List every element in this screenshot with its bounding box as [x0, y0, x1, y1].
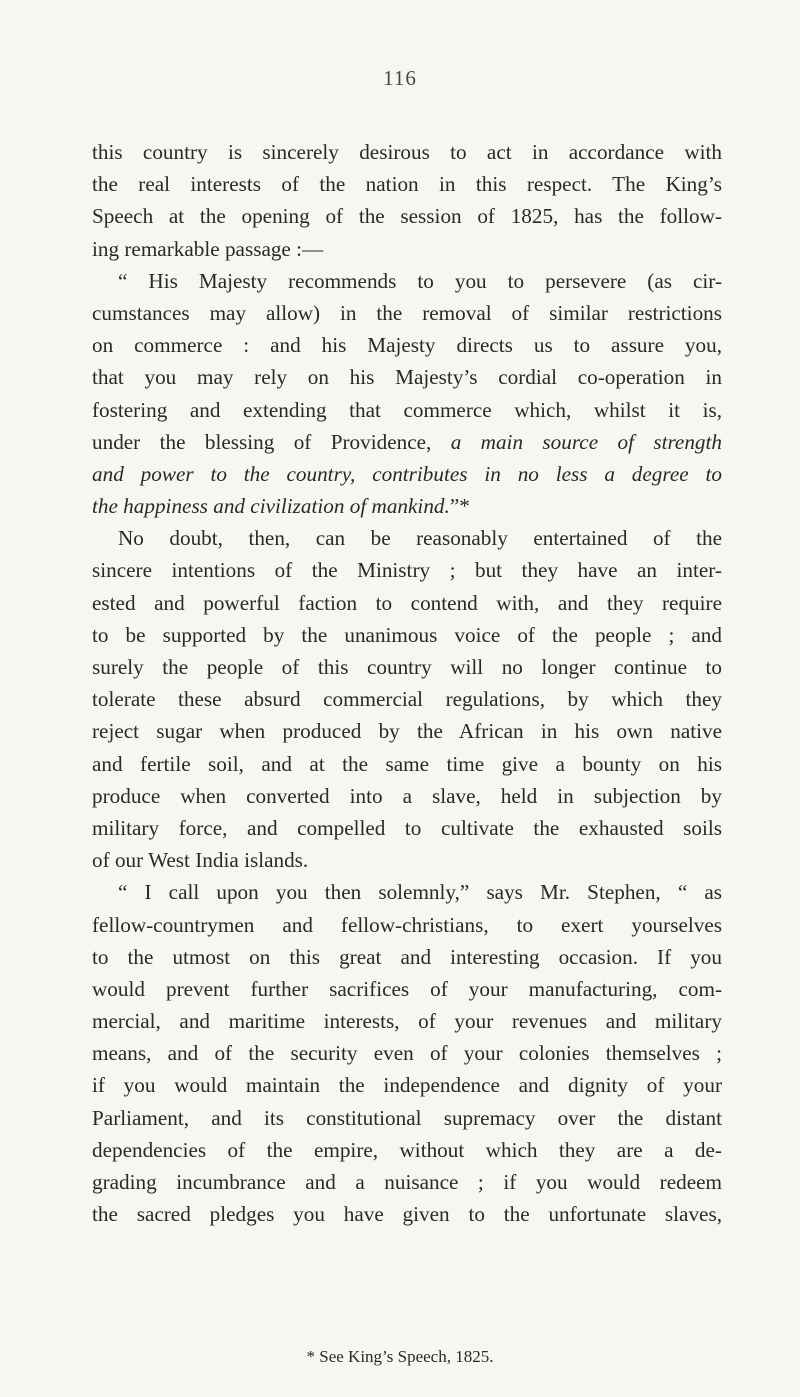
text-line [92, 265, 722, 297]
text-line [92, 909, 722, 941]
text-line-plain: the sacred pledges you have given to the unfortunate slaves, [92, 1202, 722, 1227]
text-line-plain: mercial, and maritime interests, of your revenues and military [92, 1009, 722, 1034]
text-line-plain: the real interests of the nation in this respect. The King’s [92, 172, 722, 197]
text-line-plain: surely the people of this country will no longer continue to [92, 655, 722, 679]
text-line [92, 1102, 722, 1134]
footnote: * See King’s Speech, 1825. [306, 1347, 494, 1366]
text-line [92, 876, 722, 908]
text-line-italic: the happiness and civilization of mankind. [92, 494, 450, 519]
text-line-plain: of our West India islands. [92, 848, 309, 873]
text-line-plain: fostering and extending that commerce which, whilst it is, [92, 397, 722, 422]
text-line-plain: ested and powerful faction to contend with, and they require [92, 590, 722, 615]
text-line-plain: that you may rely on his Majesty’s cordial co-operation in [92, 365, 722, 390]
text-line-plain: “ I call upon you then solemnly,” says Mr. Stephen, “ as [118, 880, 722, 905]
text-line [92, 683, 722, 715]
text-line-plain: under the blessing of Providence, [92, 429, 432, 454]
text-line-plain: means, and of the security even of your colonies themselves ; [92, 1041, 722, 1066]
text-line [92, 554, 722, 586]
text-line [92, 1005, 722, 1037]
text-line-plain: to be supported by the unanimous voice of the people ; and [92, 622, 722, 647]
text-line [92, 1069, 722, 1101]
text-line [92, 973, 722, 1005]
text-line [92, 1037, 722, 1069]
page-number: 116 [383, 66, 417, 90]
text-line [92, 297, 722, 329]
text-line-plain: and fertile soil, and at the same time give a bounty on his [92, 751, 722, 776]
text-line [92, 233, 722, 265]
text-line-plain: produce when converted into a slave, held in subjection by [92, 783, 722, 808]
text-line-plain: Parliament, and its constitutional supremacy over the distant [92, 1105, 722, 1130]
text-line-plain: cumstances may allow) in the removal of similar restrictions [92, 300, 722, 325]
text-line [92, 136, 722, 168]
text-line-plain: dependencies of the empire, without which they are a de- [92, 1137, 722, 1162]
text-line [92, 361, 722, 393]
text-line [92, 651, 722, 683]
text-line-plain: if you would maintain the independence and dignity of your [92, 1073, 722, 1098]
text-line-plain: sincere intentions of the Ministry ; but they have an inter- [92, 558, 722, 583]
text-line [92, 1166, 722, 1198]
text-line [92, 490, 722, 522]
text-line-plain: ing remarkable passage :— [92, 236, 324, 261]
text-line [92, 1134, 722, 1166]
text-line-plain: reject sugar when produced by the African in his own native [92, 719, 722, 744]
text-line [92, 168, 722, 200]
text-line-plain: tolerate these absurd commercial regulations, by which they [92, 687, 722, 712]
text-line-plain: No doubt, then, can be reasonably entertained of the [118, 526, 722, 551]
body-text [92, 136, 722, 1230]
text-line-plain: would prevent further sacrifices of your manufacturing, com- [92, 976, 722, 1001]
text-line [92, 844, 722, 876]
text-line [92, 941, 722, 973]
text-line-tail: ”* [449, 494, 470, 519]
text-line-plain: this country is sincerely desirous to act in accordance with [92, 140, 722, 164]
text-line-plain: grading incumbrance and a nuisance ; if you would redeem [92, 1170, 722, 1194]
text-line-italic: and power to the country, contributes in no less a degree to [92, 461, 722, 486]
text-line-plain: military force, and compelled to cultivate the exhausted soils [92, 815, 722, 840]
text-line [92, 458, 722, 490]
text-line [92, 587, 722, 619]
text-line [92, 522, 722, 554]
text-line [92, 715, 722, 747]
text-line [92, 619, 722, 651]
text-line [92, 394, 722, 426]
text-line [92, 812, 722, 844]
text-line [92, 780, 722, 812]
text-line [92, 1198, 722, 1230]
text-line [92, 200, 722, 232]
text-line-plain: to the utmost on this great and interesting occasion. If you [92, 944, 722, 969]
text-line-plain: Speech at the opening of the session of 1825, has the follow- [92, 204, 722, 229]
text-line-plain: “ His Majesty recommends to you to persevere (as cir- [118, 268, 722, 293]
text-line [92, 426, 722, 458]
text-line-plain: fellow-countrymen and fellow-christians, to exert yourselves [92, 912, 722, 937]
text-line-plain: on commerce : and his Majesty directs us to assure you, [92, 333, 722, 358]
text-line-italic: a main source of strength [431, 429, 722, 454]
text-line [92, 748, 722, 780]
text-line [92, 329, 722, 361]
